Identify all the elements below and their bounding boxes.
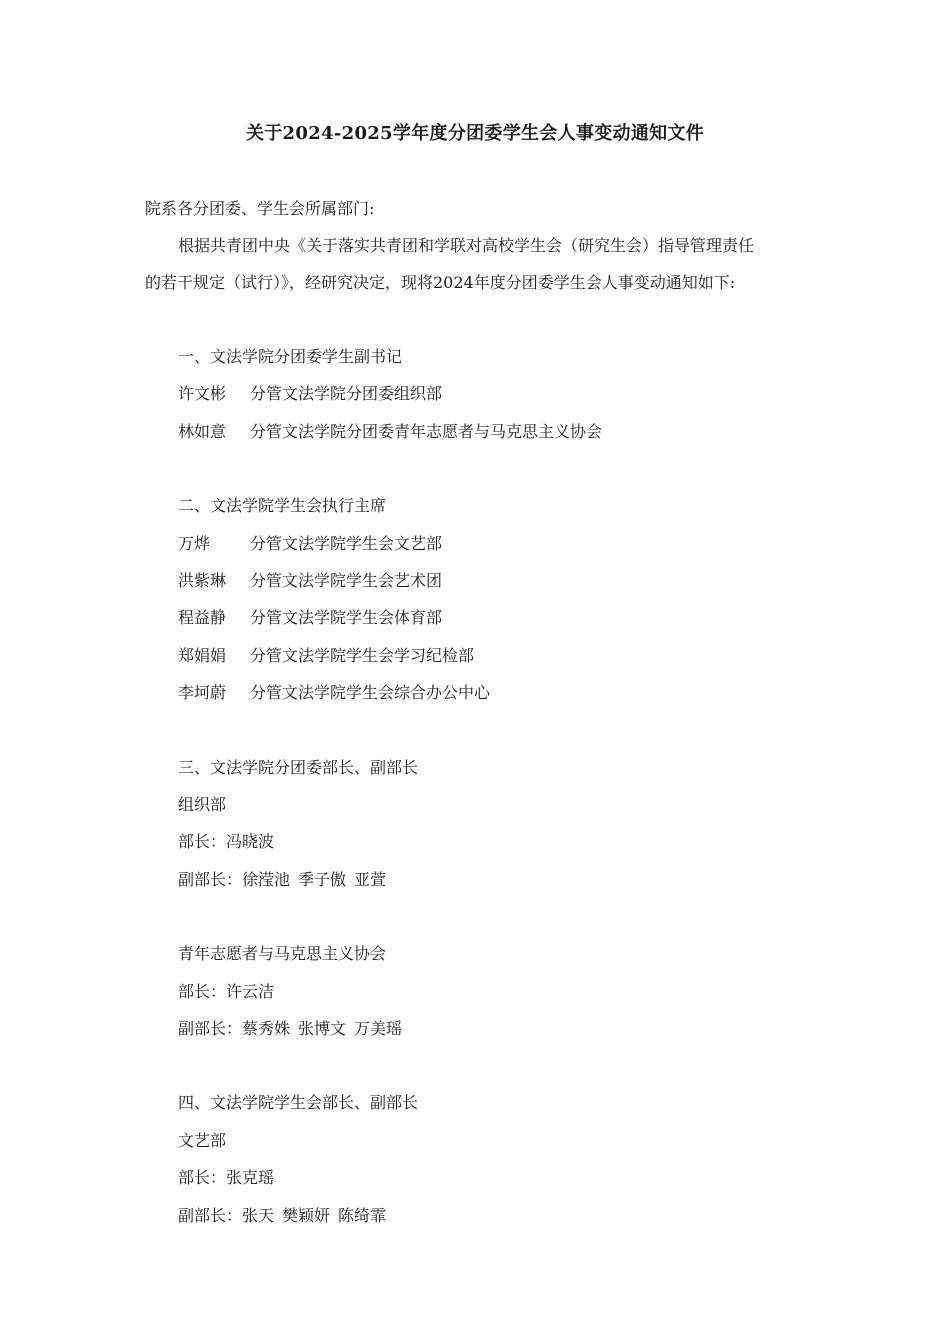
section-3-heading: 三、文法学院分团委部长、副部长 — [178, 758, 419, 777]
member-duty: 分管文法学院学生会学习纪检部 — [250, 646, 475, 665]
member-name: 许文彬 — [178, 384, 227, 403]
deputy-name: 亚萱 — [354, 870, 387, 889]
member-name: 郑娟娟 — [178, 646, 227, 665]
department-name: 组织部 — [178, 795, 227, 814]
deputies-label: 副部长： — [178, 1206, 243, 1225]
member-duty: 分管文法学院学生会体育部 — [250, 608, 443, 627]
section-2-heading: 二、文法学院学生会执行主席 — [178, 496, 387, 515]
deputy-name: 季子傲 — [298, 870, 347, 889]
intro-paragraph-line-1: 根据共青团中央《关于落实共青团和学联对高校学生会（研究生会）指导管理责任 — [178, 236, 755, 255]
member-row — [178, 681, 490, 705]
member-duty: 分管文法学院学生会综合办公中心 — [250, 683, 491, 702]
department-name: 文艺部 — [178, 1131, 227, 1150]
deputy-name: 张天 — [242, 1206, 275, 1225]
department-deputies — [178, 1204, 386, 1228]
department-head: 部长：张克瑶 — [178, 1168, 275, 1187]
member-name: 李坷蔚 — [178, 683, 227, 702]
department-deputies — [178, 1017, 402, 1041]
department-head: 部长：许云洁 — [178, 982, 275, 1001]
deputy-name: 万美瑶 — [354, 1019, 403, 1038]
deputy-name: 蔡秀姝 — [242, 1019, 291, 1038]
deputy-name: 陈绮霏 — [338, 1206, 387, 1225]
member-row — [178, 382, 442, 406]
member-row — [178, 420, 602, 444]
section-1-heading: 一、文法学院分团委学生副书记 — [178, 347, 403, 366]
member-row — [178, 606, 442, 630]
intro-paragraph-line-2: 的若干规定（试行）》，经研究决定，现将2024年度分团委学生会人事变动通知如下: — [145, 273, 736, 292]
department-name: 青年志愿者与马克思主义协会 — [178, 944, 387, 963]
deputy-name: 樊颖妍 — [282, 1206, 331, 1225]
member-name: 万烨 — [178, 534, 211, 553]
member-name: 程益静 — [178, 608, 227, 627]
member-duty: 分管文法学院分团委组织部 — [250, 384, 443, 403]
salutation: 院系各分团委、学生会所属部门: — [145, 199, 375, 218]
member-duty: 分管文法学院学生会艺术团 — [250, 571, 443, 590]
deputies-label: 副部长： — [178, 1019, 243, 1038]
section-4-heading: 四、文法学院学生会部长、副部长 — [178, 1093, 419, 1112]
member-row — [178, 569, 442, 593]
member-name: 洪紫琳 — [178, 571, 227, 590]
deputy-name: 徐滢池 — [242, 870, 291, 889]
document-title: 关于2024-2025学年度分团委学生会人事变动通知文件 — [245, 123, 705, 144]
member-duty: 分管文法学院分团委青年志愿者与马克思主义协会 — [250, 422, 603, 441]
member-row — [178, 532, 442, 556]
deputy-name: 张博文 — [298, 1019, 347, 1038]
member-duty: 分管文法学院学生会文艺部 — [250, 534, 443, 553]
department-deputies — [178, 868, 386, 892]
deputies-label: 副部长： — [178, 870, 243, 889]
department-head: 部长：冯晓波 — [178, 832, 275, 851]
member-name: 林如意 — [178, 422, 227, 441]
member-row — [178, 644, 474, 668]
